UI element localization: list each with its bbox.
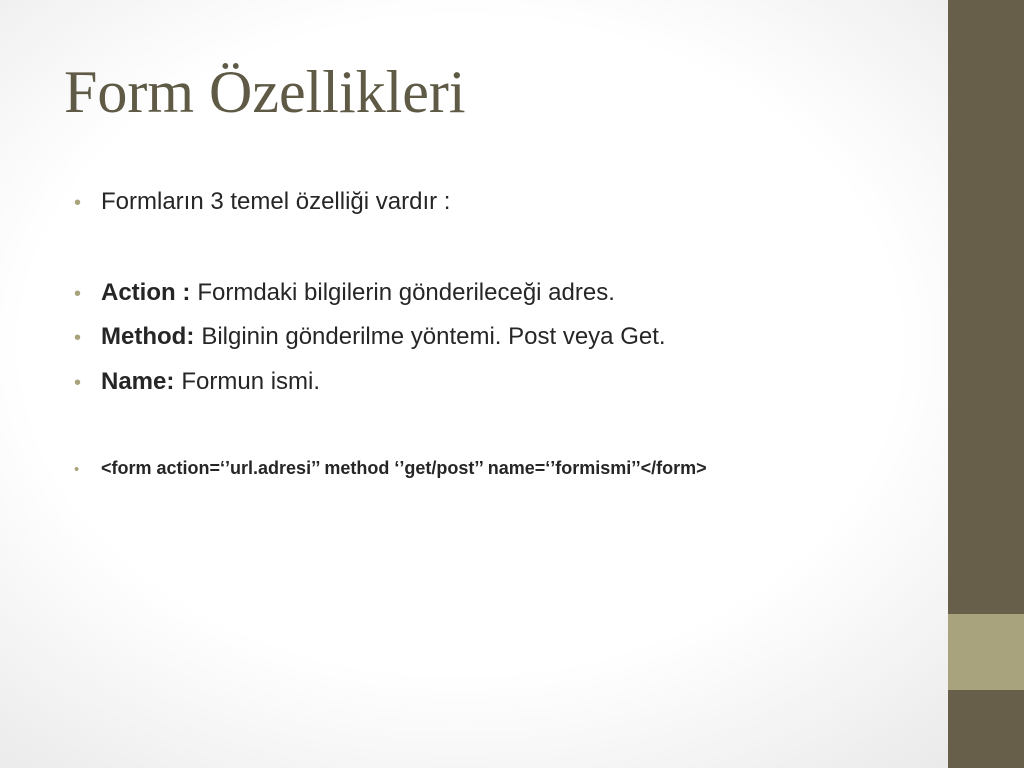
bullet-form-example [74,458,707,479]
bullet-label: Method: [101,323,195,350]
bullet-dot: • [74,283,82,305]
slide-title: Form Özellikleri [64,59,466,125]
bullet-text: Formdaki bilgilerin gönderileceği adres. [197,279,615,306]
bullet-dot: • [74,461,80,478]
bullet-text: Formların 3 temel özelliği vardır : [101,188,451,215]
bullet-code-text: <form action=‘’url.adresi’’ method ‘’get/post’’ name=‘’formismi’’</form> [101,458,707,478]
side-decoration-accent [948,614,1024,690]
bullet-dot: • [74,327,82,349]
bullet-label: Name: [101,368,175,395]
bullet-text: Bilginin gönderilme yöntemi. Post veya Get. [201,323,666,350]
bullet-intro [74,188,450,216]
bullet-method [74,323,666,351]
bullet-text: Formun ismi. [181,368,321,395]
bullet-action [74,279,615,307]
bullet-dot: • [74,192,82,214]
bullet-dot: • [74,372,82,394]
bullet-name [74,368,320,396]
bullet-label: Action : [101,279,191,306]
